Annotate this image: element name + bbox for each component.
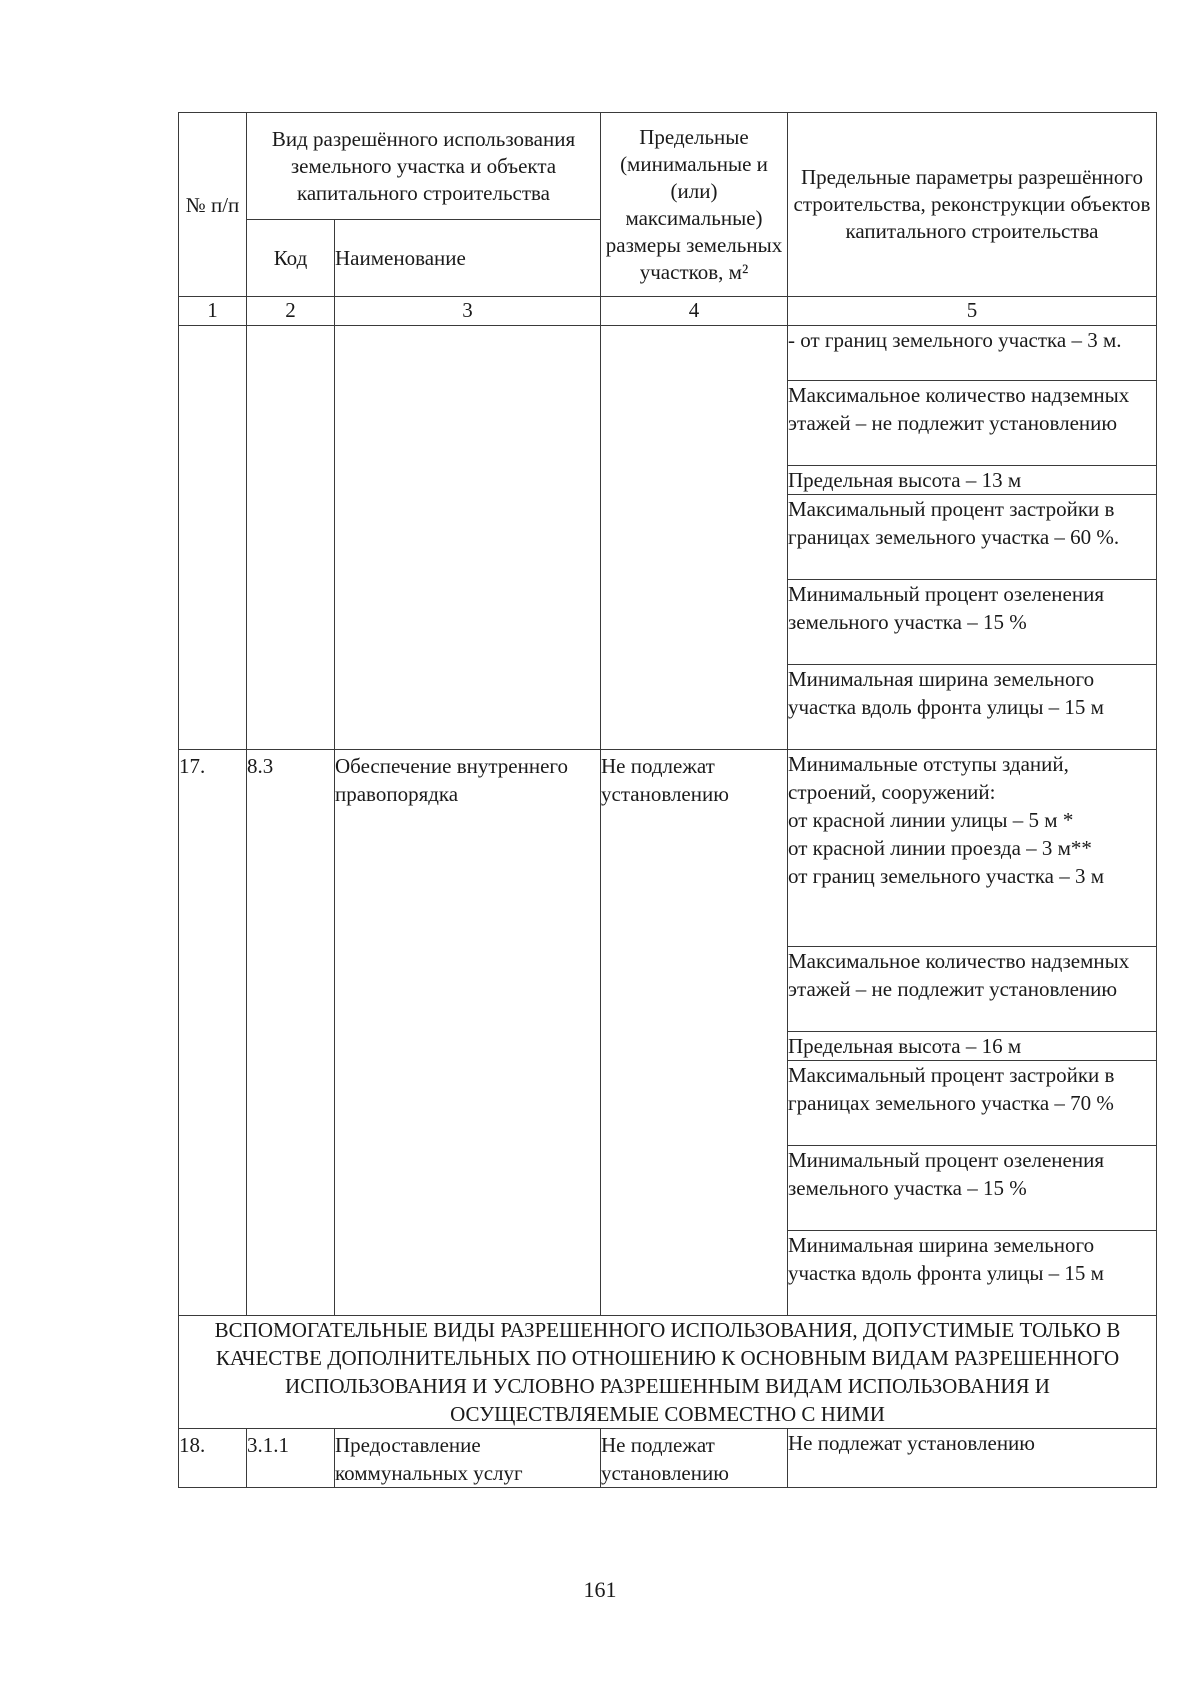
- param-cell: Минимальная ширина земельного участка вдоль фронта улицы – 15 м: [788, 1231, 1157, 1316]
- param-cell: Предельная высота – 16 м: [788, 1032, 1157, 1061]
- header-name: Наименование: [335, 220, 601, 297]
- section-heading: ВСПОМОГАТЕЛЬНЫЕ ВИДЫ РАЗРЕШЕННОГО ИСПОЛЬЗОВАНИЯ, ДОПУСТИМЫЕ ТОЛЬКО В КАЧЕСТВЕ ДОПОЛНИТЕЛЬНЫХ ПО ОТНОШЕНИЮ К ОСНОВНЫМ ВИДАМ РАЗРЕШЕННОГО ИСПОЛЬЗОВАНИЯ И УСЛОВНО РАЗРЕШЕННЫМ ВИДАМ ИСПОЛЬЗОВАНИЯ И ОСУЩЕСТВЛЯЕМЫЕ СОВМЕСТНО С НИМИ: [179, 1316, 1157, 1429]
- cont-sizes: [601, 326, 788, 750]
- col-number-3: 3: [335, 297, 601, 326]
- param-cell: Минимальные отступы зданий, строений, сооружений: от красной линии улицы – 5 м * от красной линии проезда – 3 м** от границ земельного участка – 3 м: [788, 750, 1157, 947]
- col-number-2: 2: [247, 297, 335, 326]
- header-params: Предельные параметры разрешённого строительства, реконструкции объектов капитального строительства: [788, 113, 1157, 297]
- param-cell: Минимальный процент озеленения земельного участка – 15 %: [788, 1146, 1157, 1231]
- param-cell: Минимальный процент озеленения земельного участка – 15 %: [788, 580, 1157, 665]
- header-vid: Вид разрешённого использования земельного участка и объекта капитального строительства: [247, 113, 601, 220]
- col-number-5: 5: [788, 297, 1157, 326]
- col-number-1: 1: [179, 297, 247, 326]
- header-kod: Код: [247, 220, 335, 297]
- regulation-table: [178, 112, 1157, 1488]
- param-cell: Минимальная ширина земельного участка вдоль фронта улицы – 15 м: [788, 665, 1157, 750]
- table-row: [179, 750, 1157, 947]
- header-sizes: Предельные (минимальные и (или) максимальные) размеры земельных участков, м²: [601, 113, 788, 297]
- row-num: 17.: [179, 750, 247, 1316]
- param-cell: Максимальное количество надземных этажей – не подлежит установлению: [788, 947, 1157, 1032]
- param-cell: - от границ земельного участка – 3 м.: [788, 326, 1157, 381]
- row-code: 3.1.1: [247, 1429, 335, 1488]
- cont-num: [179, 326, 247, 750]
- param-cell: Предельная высота – 13 м: [788, 466, 1157, 495]
- row-num: 18.: [179, 1429, 247, 1488]
- row-sizes: Не подлежат установлению: [601, 750, 788, 1316]
- param-cell: Максимальное количество надземных этажей – не подлежит установлению: [788, 381, 1157, 466]
- row-sizes: Не подлежат установлению: [601, 1429, 788, 1488]
- header-row: [179, 113, 1157, 220]
- table-row: [179, 1429, 1157, 1488]
- section-row: [179, 1316, 1157, 1429]
- row-name: Обеспечение внутреннего правопорядка: [335, 750, 601, 1316]
- page-number: 161: [583, 1577, 617, 1602]
- param-cell: Не подлежат установлению: [788, 1429, 1157, 1488]
- cont-code: [247, 326, 335, 750]
- col-number-4: 4: [601, 297, 788, 326]
- param-cell: Максимальный процент застройки в границах земельного участка – 60 %.: [788, 495, 1157, 580]
- cont-name: [335, 326, 601, 750]
- column-numbers-row: [179, 297, 1157, 326]
- table-row: [179, 326, 1157, 381]
- header-num: № п/п: [179, 113, 247, 297]
- param-cell: Максимальный процент застройки в границах земельного участка – 70 %: [788, 1061, 1157, 1146]
- row-name: Предоставление коммунальных услуг: [335, 1429, 601, 1488]
- row-code: 8.3: [247, 750, 335, 1316]
